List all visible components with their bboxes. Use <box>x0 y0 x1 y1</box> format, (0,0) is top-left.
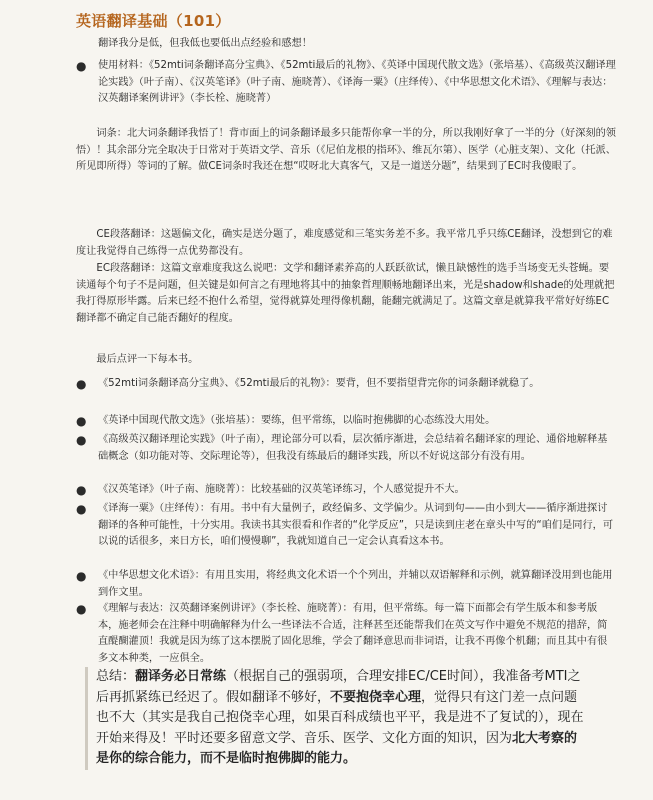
review-text: 《英译中国现代散文选》（张培基）：要练，但平常练，以临时抱佛脚的心态练没大用处。 <box>98 415 496 426</box>
review-item <box>76 601 616 667</box>
review-text: 《译海一粟》（庄绎传）：有用。书中有大量例子，政经偏多、文学偏少。从词到句——由小到大——循序渐进探讨翻译的各种可能性，十分实用。我读书其实很看和作者的“化学反应”，只是读到庄老在章头中写的“咱们是同行，可以说的话很多，来日方长，咱们慢慢聊”，我就知道自己一定会认真看这本书。 <box>98 503 614 547</box>
summary-emphasis-2: 不要抱侥幸心理 <box>330 689 422 705</box>
bullet-icon: ● <box>76 569 87 583</box>
bullet-icon: ● <box>76 377 87 391</box>
review-text: 《中华思想文化术语》：有用且实用，将经典文化术语一个个列出，并辅以双语解释和示例，就算翻译没用到也能用到作文里。 <box>98 570 613 598</box>
ec-paragraph: EC段落翻译：这篇文章难度我这么说吧：文学和翻译素养高的人跃跃欲试，懒且缺憾性的选手当场变无头苍蝇。要读通每个句子不是问题，但关键是如何言之有理地将其中的抽象哲理顺畅地翻译出来，光是shadow和shade的处理就把我打得原形毕露。后来已经不抱什么希望，觉得就算处理得像机翻，能翻完就满足了。这篇文章是就算我平常好好练EC翻译都不确定自己能否翻好的程度。 <box>76 263 615 324</box>
review-item <box>76 482 616 499</box>
review-text: 《理解与表达：汉英翻译案例讲评》（李长栓、施晓菁）：有用，但平常练。每一篇下面都会有学生版本和参考版本，施老师会在注释中明确解释为什么一些译法不合适，注释甚至还能帮我们在英文写作中避免不规范的措辞，简直醍醐灌顶！我就是因为练了这本摆脱了固化思维，学会了翻译意思而非词语，让我不再像个机翻；而且其中有很多文本种类，一应俱全。 <box>98 603 608 664</box>
materials-text: 使用材料：《52mti词条翻译高分宝典》、《52mti最后的礼物》、《英译中国现代散文选》（张培基）、《高级英汉翻译理论实践》（叶子南）、《汉英笔译》（叶子南、施晓菁）、《译海一粟》（庄绎传）、《中华思想文化术语》、《理解与表达：汉英翻译案例讲评》（李长栓、施晓菁） <box>98 60 616 104</box>
review-item <box>76 413 616 430</box>
review-item <box>76 568 616 601</box>
review-item <box>76 376 616 393</box>
review-item <box>76 432 616 465</box>
summary-emphasis-3: 北大考察的是你的综合能力，而不是临时抱佛脚的能力。 <box>96 730 578 766</box>
summary-emphasis-1: 翻译务必日常练 <box>135 669 227 684</box>
bullet-icon: ● <box>76 483 87 497</box>
bullet-icon: ● <box>76 502 87 516</box>
review-heading: 最后点评一下每本书。 <box>96 354 199 365</box>
summary-block <box>85 667 586 770</box>
terms-paragraph: 词条：北大词条翻译我悟了！背市面上的词条翻译最多只能帮你拿一半的分，所以我刚好拿了一半的分（好深刻的领悟）！其余部分完全取决于日常对于英语文学、音乐（《尼伯龙根的指环》、维瓦尔第）、医学（心脏支架）、文化（托派、所见即所得）等词的了解。做CE词条时我还在想“哎呀北大真客气，又是一道送分题”，结果到了EC时我傻眼了。 <box>76 128 616 172</box>
page-title: 英语翻译基础（101） <box>76 12 231 30</box>
review-text: 《52mti词条翻译高分宝典》、《52mti最后的礼物》：要背，但不要指望背完你的词条翻译就稳了。 <box>98 378 540 389</box>
bullet-icon: ● <box>76 414 87 428</box>
summary-text-1: （根据自己的强弱项，合理安排EC/CE时间），我准备考MTI之后再抓紧练已经迟了。假如翻译不够好， <box>96 669 581 705</box>
summary-text-2: ，觉得只有这门差一点问题也不大（其实是我自己抱侥幸心理，如果百科成绩也平平，我是进不了复试的），现在开始来得及！平时还要多留意文学、音乐、医学、文化方面的知识，因为 <box>96 689 584 746</box>
bullet-icon: ● <box>76 602 87 616</box>
review-text: 《高级英汉翻译理论实践》（叶子南），理论部分可以看，层次循序渐进，会总结着名翻译家的理论、通俗地解释基础概念（如功能对等、交际理论等），但我没有练最后的翻译实践，所以不好说这部分有没有用。 <box>98 434 608 462</box>
summary-prefix: 总结： <box>96 669 136 684</box>
ce-paragraph: CE段落翻译：这题偏文化，确实是送分题了，难度感觉和三笔实务差不多。我平常几乎只练CE翻译，没想到它的难度让我觉得自己练得一点优势都没有。 <box>76 229 613 257</box>
materials-item <box>76 58 616 108</box>
bullet-icon: ● <box>76 433 87 447</box>
review-text: 《汉英笔译》（叶子南、施晓菁）：比较基础的汉英笔译练习，个人感觉提升不大。 <box>98 484 465 495</box>
bullet-icon: ● <box>76 59 87 73</box>
intro-text: 翻译我分是低，但我低也要低出点经验和感想！ <box>98 38 312 49</box>
review-item <box>76 501 616 551</box>
